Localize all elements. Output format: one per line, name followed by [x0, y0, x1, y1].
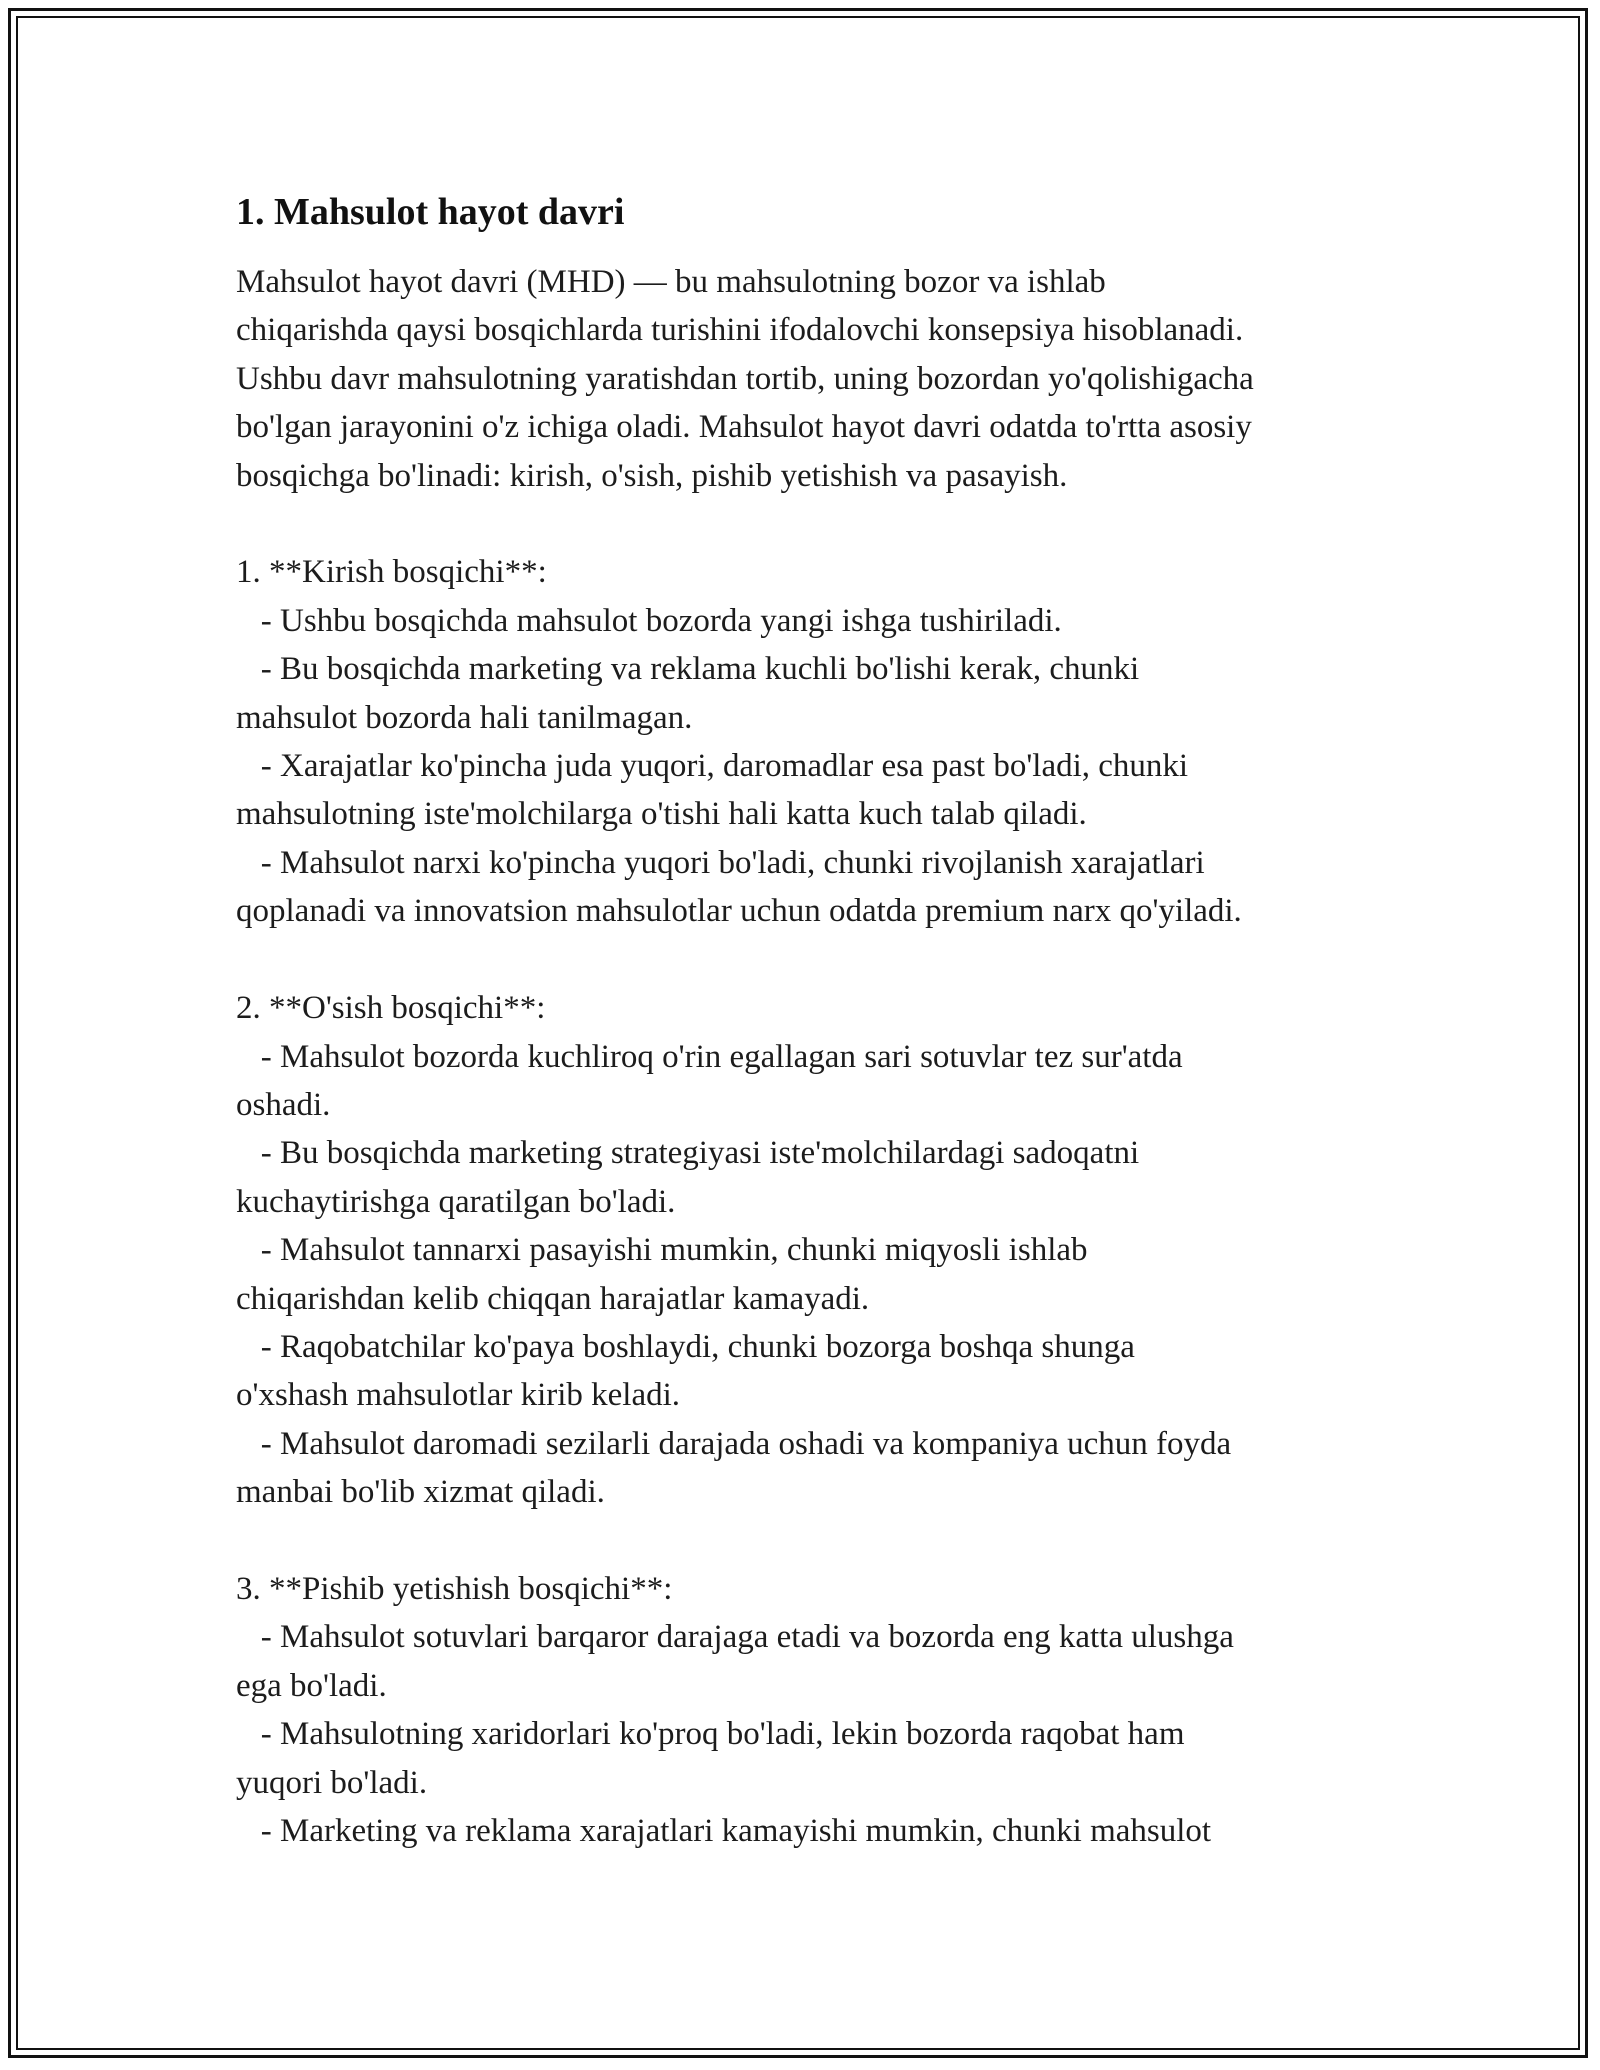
body-text: Mahsulot hayot davri (MHD) — bu mahsulotning bozor va ishlab chiqarishda qaysi bosqichlarda turishini ifodalovchi konsepsiya hisoblanadi. Ushbu davr mahsulotning yaratishdan tortib, uning bozordan yo'qolishigacha bo'lgan jarayonini o'z ichiga oladi. Mahsulot hayot davri odatda to'rtta asosiy bosqichga bo'linadi: kirish, o'sish, pishib yetishish va pasayish. 1. **Kirish bosqichi**: - Ushbu bosqichda mahsulot bozorda yangi ishga tushiriladi. - Bu bosqichda marketing va reklama kuchli bo'lishi kerak, chunki mahsulot bozorda hali tanilmagan. - Xarajatlar ko'pincha juda yuqori, daromadlar esa past bo'ladi, chunki mahsulotning iste'molchilarga o'tishi hali katta kuch talab qiladi. - Mahsulot narxi ko'pincha yuqori bo'ladi, chunki rivojlanish xarajatlari qoplanadi va innovatsion mahsulotlar uchun odatda premium narx qo'yiladi. 2. **O'sish bosqichi**: - Mahsulot bozorda kuchliroq o'rin egallagan sari sotuvlar tez sur'atda oshadi. - Bu bosqichda marketing strategiyasi iste'molchilardagi sadoqatni kuchaytirishga qaratilgan bo'ladi. - Mahsulot tannarxi pasayishi mumkin, chunki miqyosli ishlab chiqarishdan kelib chiqqan harajatlar kamayadi. - Raqobatchilar ko'paya boshlaydi, chunki bozorga boshqa shunga o'xshash mahsulotlar kirib keladi. - Mahsulot daromadi sezilarli darajada oshadi va kompaniya uchun foyda manbai bo'lib xizmat qiladi. 3. **Pishib yetishish bosqichi**: - Mahsulot sotuvlari barqaror darajaga etadi va bozorda eng katta ulushga ega bo'ladi. - Mahsulotning xaridorlari ko'proq bo'ladi, lekin bozorda raqobat ham yuqori bo'ladi. - Marketing va reklama xarajatlari kamayishi mumkin, chunki mahsulot — [236, 264, 1254, 1849]
document-content — [236, 186, 1386, 1855]
section-heading: 1. Mahsulot hayot davri — [236, 191, 625, 233]
